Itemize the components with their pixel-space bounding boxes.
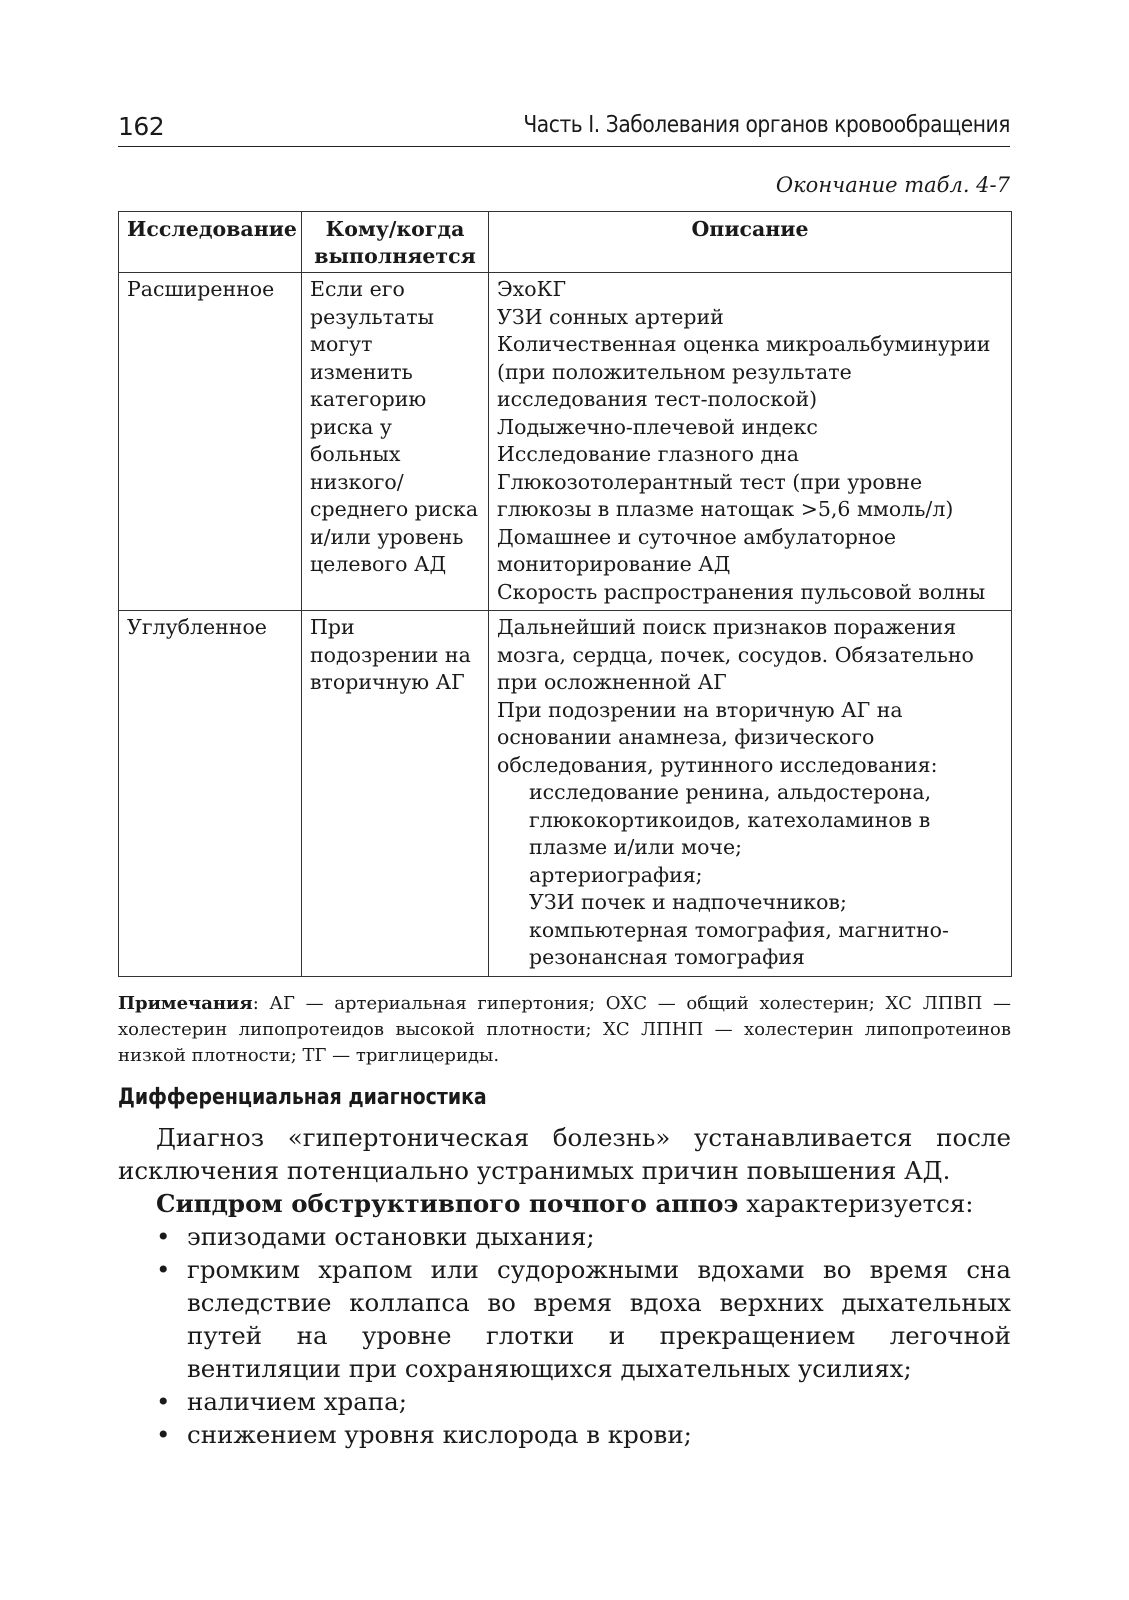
description-line: Дальнейший поиск признаков поражения мозга, сердца, почек, сосудов. Обязательно при осложненной АГ	[497, 615, 974, 694]
description-line: Скорость распространения пульсовой волны	[497, 579, 986, 604]
paragraph-rest: характеризуется:	[738, 1189, 974, 1218]
cell-description	[489, 611, 1012, 977]
description-line: Глюкозотолерантный тест (при уровне глюкозы в плазме натощак >5,6 ммоль/л)	[497, 469, 954, 521]
running-title: Часть I. Заболевания органов кровообращения	[523, 112, 1010, 138]
cell-study: Расширенное	[119, 273, 302, 611]
description-line: Лодыжечно-плечевой индекс	[497, 414, 818, 439]
list-item-text: наличием храпа;	[187, 1387, 407, 1416]
table-notes	[118, 991, 1011, 1069]
list-item-text: эпизодами остановки дыхания;	[187, 1222, 595, 1251]
body-text	[118, 1121, 1011, 1451]
header-description: Описание	[489, 212, 1012, 273]
description-subitem: артериография;	[529, 862, 703, 887]
bold-term: Сипдром обструктивпого почпого аппоэ	[156, 1189, 739, 1218]
paragraph: Диагноз «гипертоническая болезнь» устанавливается после исключения потенциально устранимых причин повышения АД.	[118, 1123, 1011, 1185]
description-line: ЭхоКГ	[497, 277, 567, 301]
table-header-row	[119, 212, 1012, 273]
table-caption: Окончание табл. 4-7	[775, 173, 1010, 197]
description-subitem: компьютерная томография, магнитно-резонансная томография	[529, 917, 949, 969]
list-item-text: громким храпом или судорожными вдохами во время сна вследствие коллапса во время вдоха верхних дыхательных путей на уровне глотки и прекращением легочной вентиляции при сохраняющихся дыхательных усилиях;	[187, 1255, 1011, 1383]
cell-study: Углубленное	[119, 611, 302, 977]
page-number: 162	[118, 112, 165, 141]
notes-label: Примечания	[118, 993, 253, 1014]
bullet-icon: •	[156, 1387, 171, 1416]
table-row	[119, 273, 1012, 611]
bullet-icon: •	[156, 1222, 171, 1251]
list-item	[118, 1418, 1011, 1451]
description-subitem: УЗИ почек и надпочечников;	[529, 890, 847, 914]
header-when: Кому/когда выполняется	[302, 212, 489, 273]
table-row	[119, 611, 1012, 977]
cell-when: Если его результаты могут изменить категорию риска у больных низкого/среднего риска и/или уровень целевого АД	[302, 273, 489, 611]
examination-table	[118, 211, 1012, 977]
description-line: Домашнее и суточное амбулаторное мониторирование АД	[497, 524, 897, 576]
list-item	[118, 1253, 1011, 1385]
cell-description	[489, 273, 1012, 611]
description-line: УЗИ сонных артерий	[497, 304, 724, 329]
bullet-icon: •	[156, 1255, 171, 1284]
list-item	[118, 1385, 1011, 1418]
description-line: При подозрении на вторичную АГ на основании анамнеза, физического обследования, рутинного исследования:	[497, 697, 938, 777]
description-line: Исследование глазного дна	[497, 442, 799, 466]
bullet-list	[118, 1220, 1011, 1451]
section-title: Дифференциальная диагностика	[118, 1085, 487, 1110]
list-item	[118, 1220, 1011, 1253]
notes-text: : АГ — артериальная гипертония; ОХС — общий холестерин; ХС ЛПВП — холестерин липопротеидов высокой плотности; ХС ЛПНП — холестерин липопротеинов низкой плотности; ТГ — триглицериды.	[118, 993, 1011, 1066]
paragraph	[118, 1187, 1011, 1220]
page-header	[118, 112, 1010, 147]
list-item-text: снижением уровня кислорода в крови;	[187, 1420, 692, 1449]
header-study: Исследование	[119, 212, 302, 273]
description-line: Количественная оценка микроальбуминурии (при положительном результате исследования тест-полоской)	[497, 332, 991, 411]
cell-when: При подозрении на вторичную АГ	[302, 611, 489, 977]
bullet-icon: •	[156, 1420, 171, 1449]
description-subitem: исследование ренина, альдостерона, глюкокортикоидов, катехоламинов в плазме и/или моче;	[529, 780, 932, 859]
